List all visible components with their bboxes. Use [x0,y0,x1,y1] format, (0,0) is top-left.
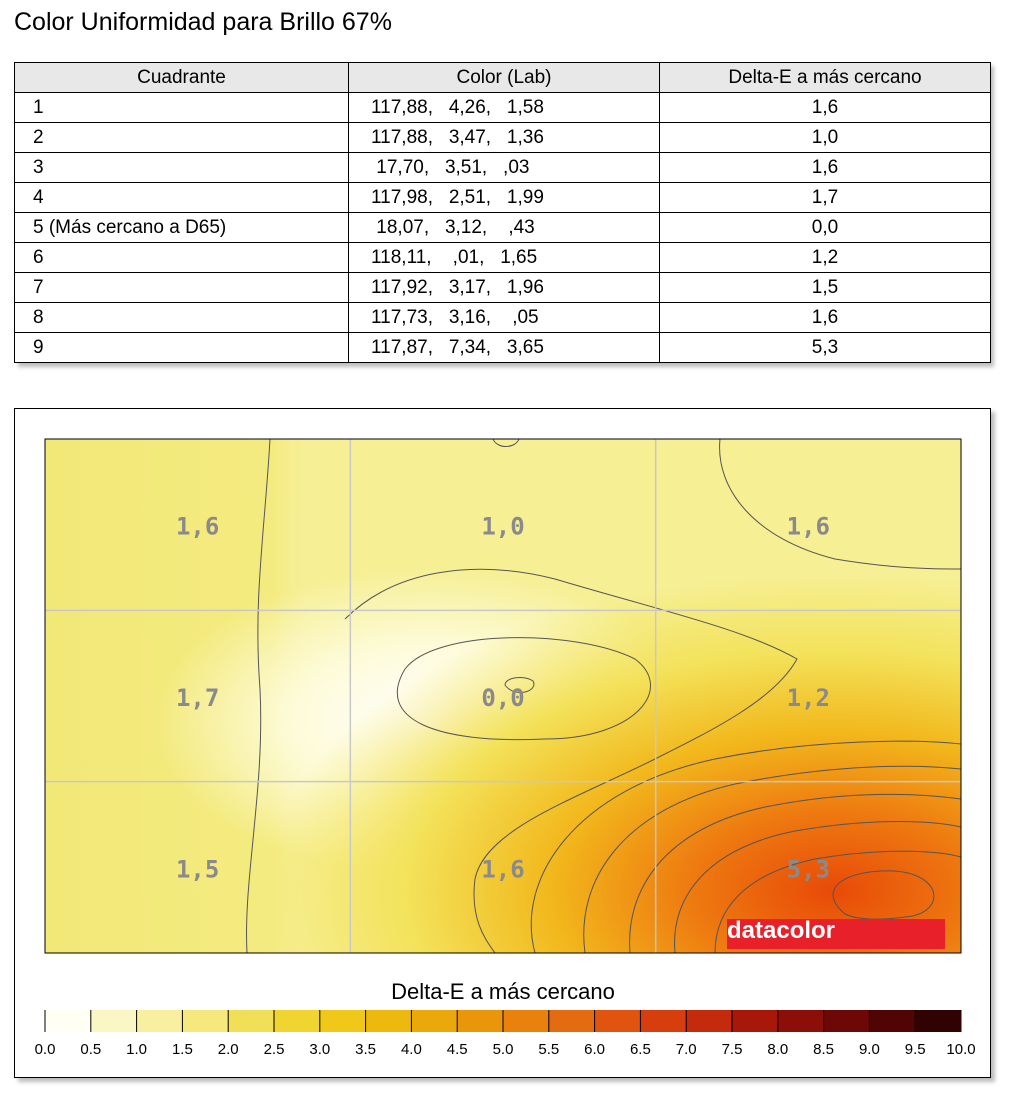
cell-delta-e: 1,6 [660,153,991,183]
colorbar-swatch [91,1010,137,1032]
cell-quadrant: 9 [15,333,349,363]
colorbar-tick-label: 7.0 [675,1041,697,1058]
uniformity-heatmap-panel [14,408,991,1078]
colorbar-tick-label: 9.5 [904,1041,926,1058]
cell-quadrant: 2 [15,123,349,153]
colorbar-tick-label: 9.0 [858,1041,880,1058]
table-row [15,213,991,243]
cell-quadrant: 4 [15,183,349,213]
colorbar-swatch [45,1010,91,1032]
cell-value-label: 1,6 [786,512,831,541]
cell-value-label: 1,6 [175,512,220,541]
colorbar-tick-label: 7.5 [721,1041,743,1058]
colorbar-swatch [640,1010,686,1032]
cell-delta-e: 1,0 [660,123,991,153]
colorbar-tick-label: 3.5 [355,1041,377,1058]
results-table-container [14,62,990,363]
colorbar-swatch [503,1010,549,1032]
cell-quadrant: 3 [15,153,349,183]
cell-color-lab: 117,88, 3,47, 1,36 [349,123,660,153]
cell-delta-e: 5,3 [660,333,991,363]
cell-quadrant: 5 (Más cercano a D65) [15,213,349,243]
colorbar-swatch [869,1010,915,1032]
colorbar-swatch [915,1010,961,1032]
cell-delta-e: 1,2 [660,243,991,273]
colorbar-swatch [411,1010,457,1032]
cell-value-label: 1,5 [175,855,220,884]
table-row [15,123,991,153]
header-color-lab: Color (Lab) [349,63,660,93]
cell-value-label: 5,3 [786,855,831,884]
cell-color-lab: 117,87, 7,34, 3,65 [349,333,660,363]
page-title: Color Uniformidad para Brillo 67% [14,8,392,36]
cell-delta-e: 0,0 [660,213,991,243]
colorbar-swatch [366,1010,412,1032]
cell-value-label: 0,0 [481,684,525,712]
logo-text: datacolor [727,917,836,944]
cell-quadrant: 6 [15,243,349,273]
cell-delta-e: 1,6 [660,93,991,123]
table-row [15,273,991,303]
cell-color-lab: 117,73, 3,16, ,05 [349,303,660,333]
cell-value-label: 1,6 [481,855,525,884]
table-row [15,153,991,183]
colorbar-swatch [274,1010,320,1032]
table-row [15,333,991,363]
colorbar-tick-label: 3.0 [309,1041,331,1058]
colorbar-swatch [595,1010,641,1032]
cell-delta-e: 1,7 [660,183,991,213]
colorbar-tick-label: 5.5 [538,1041,560,1058]
colorbar-tick-label: 2.5 [263,1041,285,1058]
colorbar-swatch [228,1010,274,1032]
colorbar [35,1010,976,1058]
colorbar-swatch [778,1010,824,1032]
cell-quadrant: 1 [15,93,349,123]
colorbar-tick-label: 0.0 [34,1041,56,1058]
colorbar-tick-label: 4.5 [446,1041,468,1058]
table-row [15,93,991,123]
colorbar-tick-label: 8.5 [813,1041,835,1058]
table-row [15,183,991,213]
colorbar-swatch [137,1010,183,1032]
colorbar-tick-label: 8.0 [767,1041,789,1058]
colorbar-tick-label: 2.0 [217,1041,239,1058]
colorbar-tick-label: 5.0 [492,1041,514,1058]
results-table [14,62,991,363]
cell-color-lab: 117,88, 4,26, 1,58 [349,93,660,123]
colorbar-swatch [732,1010,778,1032]
cell-delta-e: 1,5 [660,273,991,303]
table-row [15,243,991,273]
header-quadrant: Cuadrante [15,63,349,93]
cell-color-lab: 118,11, ,01, 1,65 [349,243,660,273]
cell-quadrant: 8 [15,303,349,333]
cell-value-label: 1,7 [175,684,220,712]
header-delta-e: Delta-E a más cercano [660,63,991,93]
colorbar-tick-label: 1.5 [171,1041,193,1058]
cell-color-lab: 117,92, 3,17, 1,96 [349,273,660,303]
colorbar-swatch [320,1010,366,1032]
colorbar-tick-label: 4.0 [400,1041,422,1058]
colorbar-tick-label: 10.0 [946,1041,976,1058]
colorbar-tick-label: 0.5 [80,1041,102,1058]
colorbar-tick-label: 6.0 [584,1041,606,1058]
cell-value-label: 1,2 [786,684,831,712]
cell-delta-e: 1,6 [660,303,991,333]
colorbar-swatch [686,1010,732,1032]
cell-quadrant: 7 [15,273,349,303]
cell-color-lab: 117,98, 2,51, 1,99 [349,183,660,213]
table-row [15,303,991,333]
cell-color-lab: 17,70, 3,51, ,03 [349,153,660,183]
colorbar-swatch [549,1010,595,1032]
colorbar-title: Delta-E a más cercano [391,979,615,1004]
colorbar-swatch [182,1010,228,1032]
colorbar-tick-label: 6.5 [629,1041,651,1058]
colorbar-swatch [457,1010,503,1032]
cell-color-lab: 18,07, 3,12, ,43 [349,213,660,243]
datacolor-logo [727,917,945,949]
colorbar-tick-label: 1.0 [126,1041,148,1058]
uniformity-heatmap-svg [15,409,990,1077]
cell-value-label: 1,0 [481,512,525,541]
colorbar-swatch [824,1010,870,1032]
table-header-row [15,63,991,93]
